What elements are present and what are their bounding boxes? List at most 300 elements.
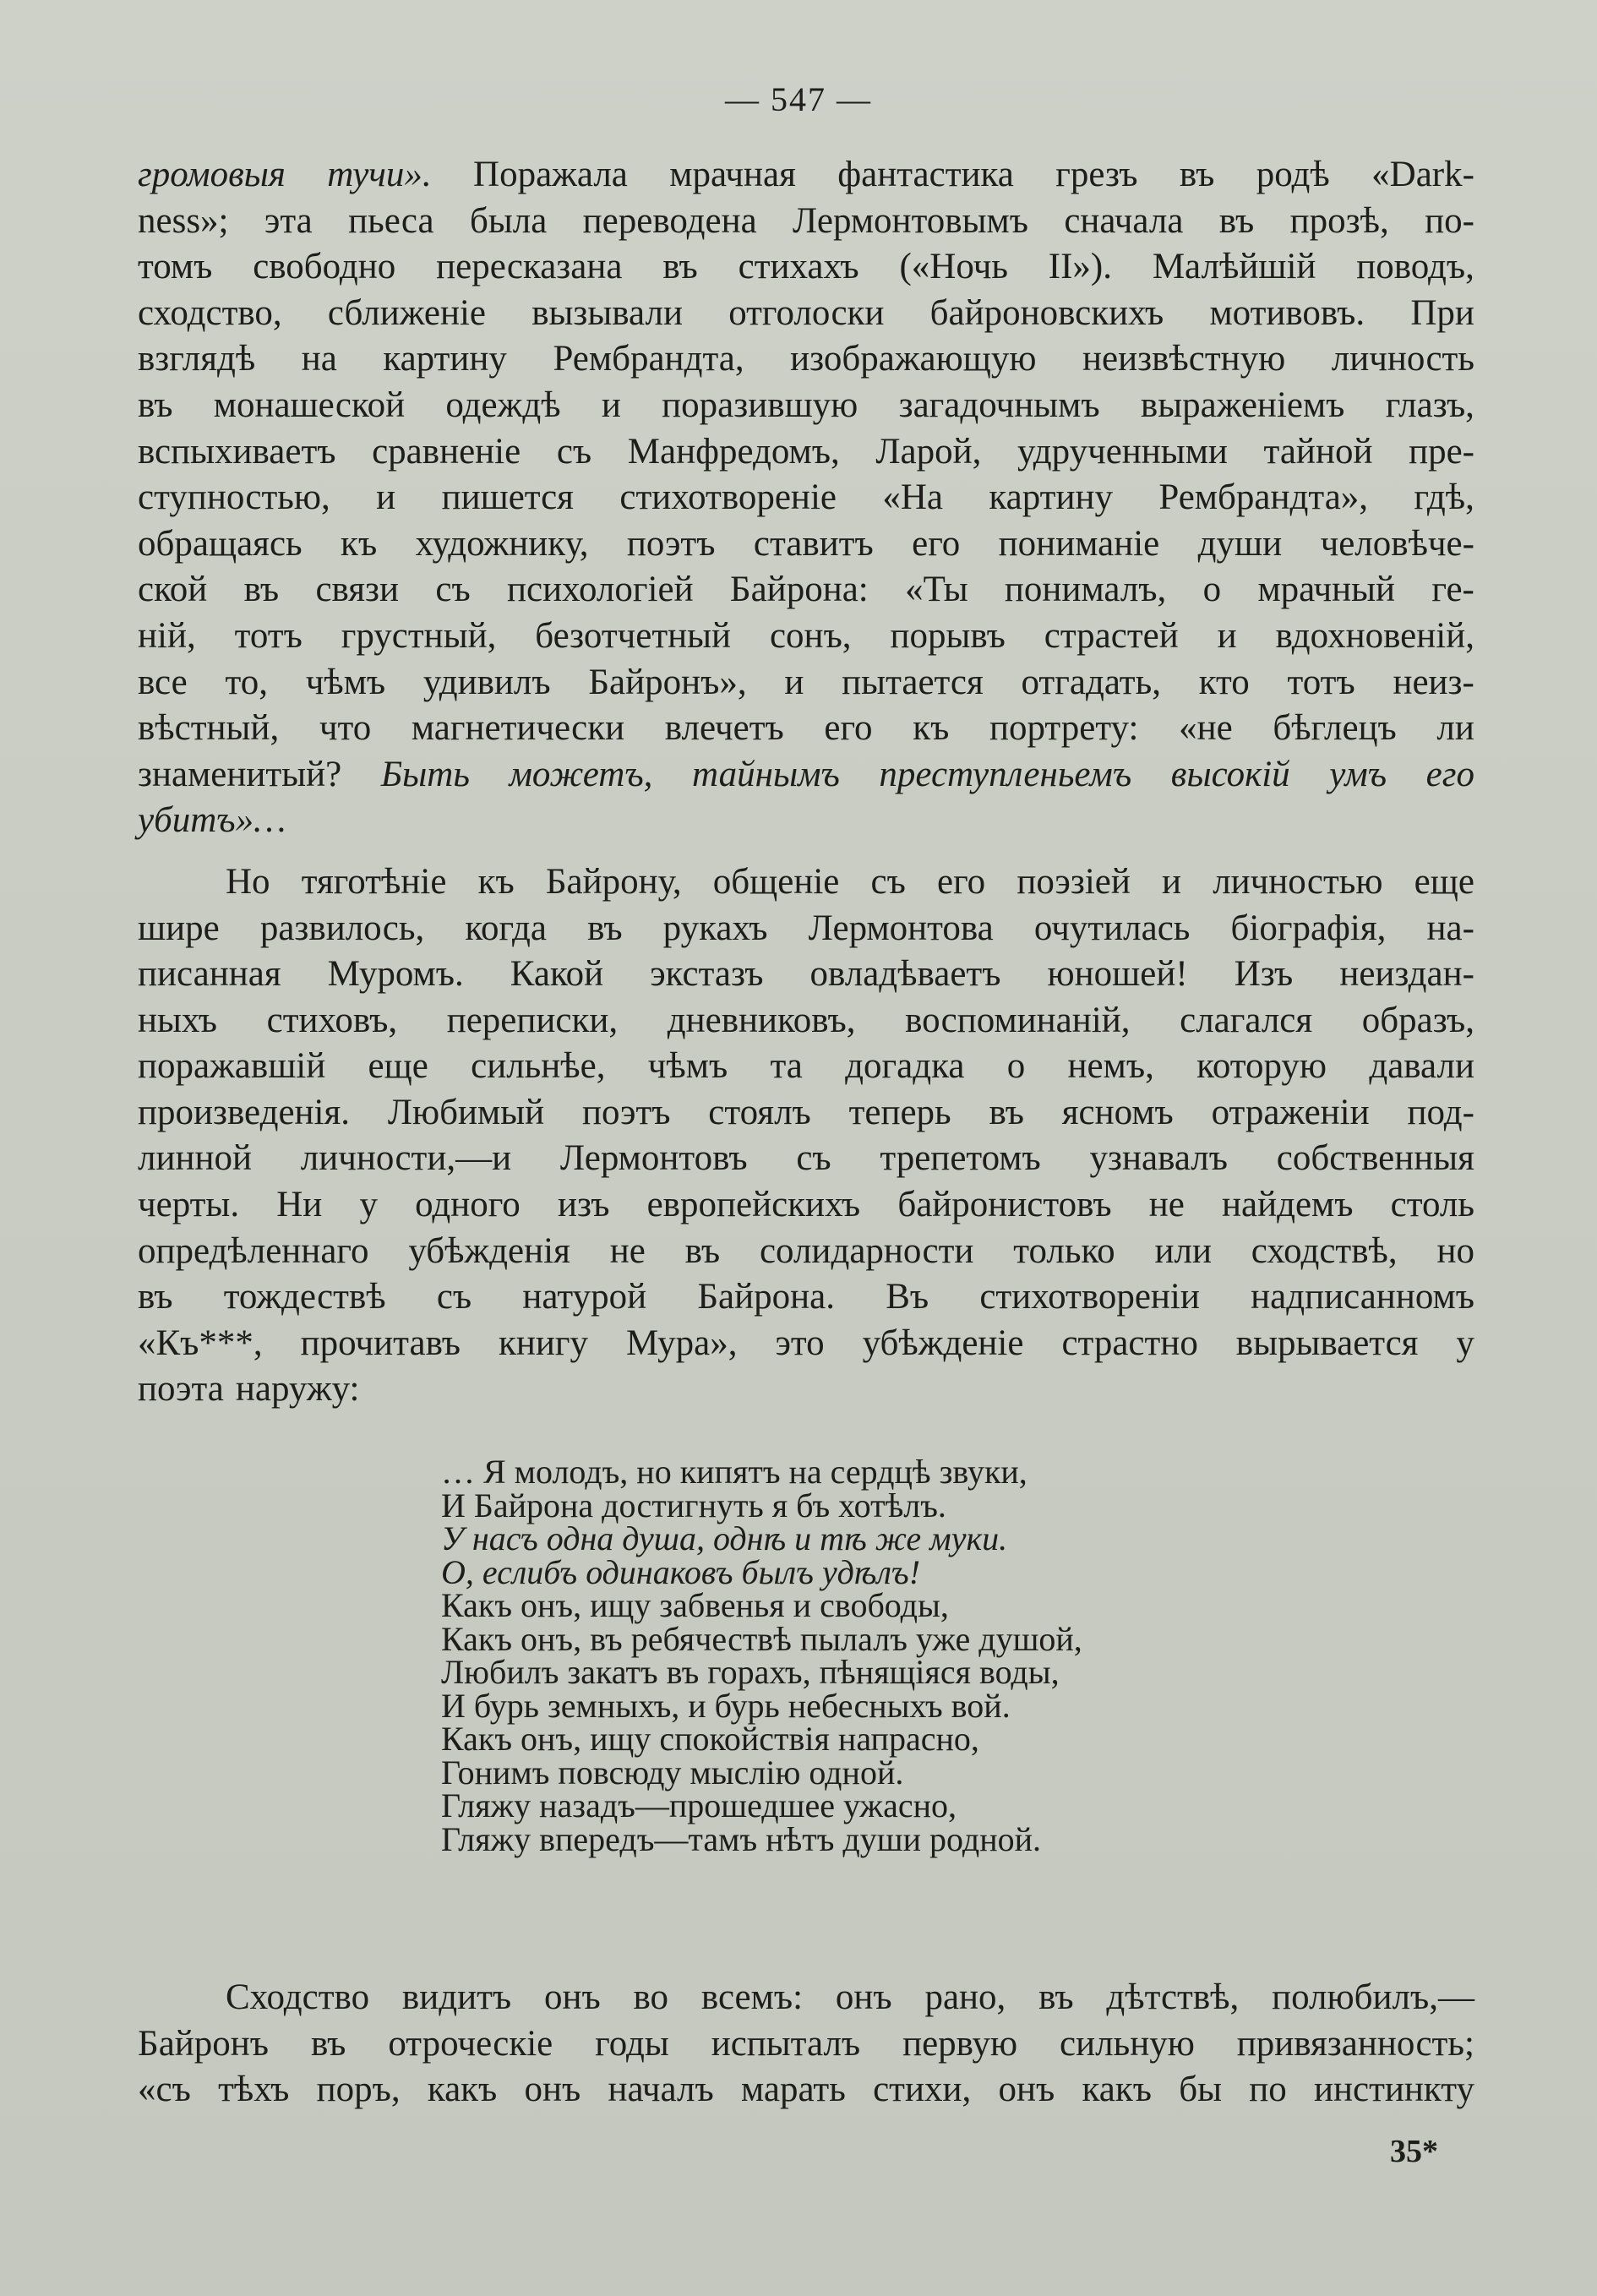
word: найдемъ [1221,1185,1354,1225]
word: «Ты [905,570,968,610]
word: грустный, [341,615,497,656]
word: у [359,1185,378,1225]
word: его [912,523,961,564]
text-line [138,383,1474,429]
word: вызывали [531,292,683,333]
word: ской [138,570,208,610]
word: «съ [138,2070,191,2110]
closing-paragraph [138,1975,1474,2113]
word: изображающую [790,339,1037,379]
verse-line: Гляжу назадъ—прошедшее ужасно, [441,1786,957,1824]
word: овладѣваетъ [809,954,1001,995]
word: надписанномъ [1251,1277,1474,1317]
text-line [138,706,1474,752]
word: одеждѣ [445,384,561,425]
word: ness»; [138,200,229,241]
main-paragraphs [138,152,1474,1413]
word: въ [310,2023,346,2064]
word: европейскихъ [646,1185,861,1225]
verse-line: Гонимъ повсюду мыслію одной. [441,1753,904,1792]
word: знаменитый? [138,754,342,794]
word: Любимый [387,1092,545,1132]
word: можетъ, [509,754,653,794]
word: у [1456,1323,1474,1363]
text-line [138,998,1474,1044]
word: пытается [842,662,984,702]
word: вѣстный, [138,708,280,749]
word: немъ, [1067,1046,1154,1087]
word: съ [556,431,592,472]
word: столь [1390,1185,1474,1225]
text-line [138,475,1474,521]
word: грезъ [1055,155,1138,194]
word: фантастика [837,155,1014,194]
word: родѣ [1256,155,1330,194]
text-line [138,1366,1474,1413]
word: въ [587,908,623,948]
word: съ [435,570,471,610]
text-line [138,336,1474,383]
word: тучи». [327,155,432,194]
word: стиховъ, [266,1000,398,1040]
word: Быть [380,754,470,794]
word: магнетически [411,708,625,749]
word: по [1249,2070,1287,2110]
printer-signature-mark: 35* [1390,2134,1438,2169]
text-line [138,614,1474,660]
word: Въ [886,1277,929,1317]
word: къ [341,523,378,564]
word: взглядѣ [138,339,256,379]
word: ныхъ [138,1000,217,1040]
text-line [138,429,1474,476]
word: тайнымъ [692,754,840,794]
word: личности,—и [300,1138,512,1179]
word: по- [1425,200,1474,241]
word: бы [1179,2070,1222,2110]
word: стихахъ [738,247,859,287]
word: убитъ»… [138,800,286,841]
word: въ [1218,200,1255,241]
word: отраженіи [1211,1092,1370,1132]
word: поэзіей [1017,861,1131,902]
word: эта [264,200,313,241]
word: мрачная [669,155,796,194]
word: очутилась [1033,908,1191,948]
word: портрету: [989,708,1139,749]
word: Сходство [226,1977,370,2017]
word: его [937,861,986,902]
word: видитъ [401,1977,512,2017]
text-line [138,752,1474,799]
word: которую [1196,1046,1327,1087]
word: стихотвореніи [979,1277,1200,1317]
word: марать [740,2070,846,2110]
word: съ [870,861,906,902]
word: собственныя [1276,1138,1474,1179]
word: свободно [253,247,396,287]
word: Лермонтовъ [559,1138,748,1179]
word: что [319,708,372,749]
word: Байрона. [697,1277,835,1317]
word: развилось, [259,908,425,948]
word: о [1202,570,1222,610]
word: съ [796,1138,831,1179]
word: произведенія. [138,1092,351,1132]
word: его [1425,754,1474,794]
word: отроческіе [388,2023,553,2064]
word: годы [595,2023,669,2064]
word: на [301,339,337,379]
word: тотъ [1287,662,1355,702]
word: байронистовъ [897,1185,1112,1225]
word: на- [1426,908,1474,948]
word: картину [989,477,1113,518]
word: стихотвореніе [619,477,837,518]
word: человѣче- [1320,523,1474,564]
text-line [138,521,1474,568]
word: пьеса [348,200,434,241]
word: тотъ [234,615,303,656]
word: мрачный [1257,570,1396,610]
word: сближеніе [327,292,487,333]
word: наружу: [235,1369,360,1410]
word: опредѣленнаго [138,1230,369,1271]
text-line [138,1274,1474,1321]
word: личностью [1213,861,1383,902]
word: понималъ, [1004,570,1167,610]
word: только [1013,1230,1115,1271]
word: была [469,200,548,241]
word: преступленьемъ [879,754,1132,794]
word: убѣжденіе [862,1323,1024,1363]
word: бѣглецъ [1273,708,1397,749]
word: Байронъ [138,2023,270,2064]
paragraph-break [138,844,1474,859]
word: писанная [138,954,281,995]
word: и [1162,861,1182,902]
word: онъ [835,1977,892,2017]
word: ли [1436,708,1474,749]
word: Муромъ. [327,954,464,995]
text-line [138,859,1474,906]
text-line [138,1182,1474,1229]
word: отгадать, [1021,662,1161,702]
word: въ [1179,155,1215,194]
word: глазъ, [1385,384,1474,425]
word: солидарности [759,1230,974,1271]
word: громовыя [138,155,286,194]
word: узнавалъ [1089,1138,1228,1179]
word: умъ [1329,754,1387,794]
word: поэтъ [626,523,716,564]
word: не [609,1230,646,1271]
word: пишется [441,477,574,518]
word: натурой [522,1277,647,1317]
word: личность [1331,339,1474,379]
word: къ [913,708,950,749]
word: или [1154,1230,1212,1271]
word: пониманіе [998,523,1160,564]
word: въ [1038,1977,1074,2017]
text-line [138,1136,1474,1182]
word: психологіей [507,570,694,610]
word: байроновскихъ [929,292,1164,333]
word: гдѣ, [1414,477,1474,518]
word: выраженіемъ [1140,384,1345,425]
word: Рембрандта», [1158,477,1369,518]
word: пересказана [436,247,623,287]
word: ній, [138,615,196,656]
word: съ [436,1277,472,1317]
word: вдохновеній, [1275,615,1474,656]
word: чѣмъ [647,1046,728,1087]
word: Лермонтова [808,908,994,948]
word: Поражала [473,155,628,194]
word: дневниковъ, [667,1000,856,1040]
verse-line: О, еслибъ одинаковъ былъ удѣлъ! [441,1552,921,1591]
word: Лермонтовымъ [793,200,1028,241]
word: («Ночь [899,247,1008,287]
word: неиздан- [1339,954,1474,995]
word: поражавшій [138,1046,326,1087]
word: пре- [1409,431,1474,472]
text-line [138,1044,1474,1090]
word: «Dark- [1371,155,1474,194]
word: какъ [1082,2070,1152,2110]
word: При [1410,292,1474,333]
word: Ларой, [875,431,982,472]
word: въ [138,384,173,425]
word: Малѣйшій [1152,247,1316,287]
text-line [138,1321,1474,1367]
word: стоялъ [708,1092,811,1132]
word: онъ [543,1977,601,2017]
word: та [770,1046,803,1087]
word: убѣжденія [408,1230,570,1271]
word: дѣтствѣ, [1106,1977,1240,2017]
text-line [138,906,1474,952]
word: Рембрандта, [553,339,744,379]
word: полюбилъ,— [1272,1977,1474,2017]
word: сильную [1060,2023,1195,2064]
word: сравненіе [372,431,521,472]
word: и [376,477,396,518]
word: влечетъ [664,708,784,749]
text-line [138,952,1474,998]
word: ге- [1431,570,1474,610]
verse-line: Гляжу впередъ—тамъ нѣтъ души родной. [441,1819,1041,1858]
word: все [138,662,188,702]
word: теперь [848,1092,951,1132]
verse-line: Какъ онъ, ищу забвенья и свободы, [441,1586,949,1624]
text-line [138,244,1474,291]
word: какъ [427,2070,498,2110]
word: кто [1198,662,1250,702]
word: одного [415,1185,521,1225]
text-line [138,2067,1474,2113]
word: порывъ [890,615,1006,656]
word: художнику, [415,523,589,564]
word: переписки, [446,1000,619,1040]
word: «не [1179,708,1233,749]
word: стихи, [873,2070,972,2110]
word: тайной [1263,431,1373,472]
word: еще [1414,861,1474,902]
word: онъ [998,2070,1055,2110]
word: высокій [1170,754,1290,794]
verse-line: Любилъ закатъ въ горахъ, пѣнящіяся воды, [441,1653,1060,1691]
word: сонъ, [769,615,852,656]
word: обращаясь [138,523,303,564]
text-line [138,798,1474,844]
word: о [1006,1046,1026,1087]
word: «На [882,477,944,518]
word: его [824,708,873,749]
verse-line: И бурь земныхъ, и бурь небесныхъ вой. [441,1686,1011,1725]
word: томъ [138,247,213,287]
text-line [138,1229,1474,1275]
word: Изъ [1234,954,1294,995]
word: черты. [138,1185,240,1225]
verse-line: Какъ онъ, ищу спокойствія напрасно, [441,1720,979,1758]
verse-line: … Я молодъ, но кипятъ на сердцѣ звуки, [441,1453,1027,1491]
word: монашеской [213,384,406,425]
word: поэтъ [581,1092,671,1132]
word: безотчетный [535,615,732,656]
word: Но [226,861,270,902]
word: ясномъ [1061,1092,1174,1132]
word: удивилъ [422,662,551,702]
word: къ [477,861,515,902]
word: книгу [498,1323,589,1363]
word: тождествѣ [223,1277,386,1317]
word: Манфредомъ, [627,431,840,472]
word: картину [383,339,507,379]
word: началъ [608,2070,714,2110]
word: привязанность; [1236,2023,1474,2064]
word: II»). [1048,247,1112,287]
text-line [138,152,1474,199]
word: догадка [845,1046,965,1087]
word: слагался [1180,1000,1313,1040]
word: когда [465,908,547,948]
word: прочитавъ [300,1323,461,1363]
word: неиз- [1393,662,1474,702]
word: неизвѣстную [1082,339,1286,379]
word: и [601,384,621,425]
word: въ [662,247,698,287]
word: удрученными [1017,431,1228,472]
word: ступностью, [138,477,330,518]
word: Ни [276,1185,323,1225]
word: инстинкту [1314,2070,1474,2110]
word: тяготѣніе [301,861,447,902]
word: но [1436,1230,1474,1271]
word: связи [315,570,400,610]
word: Какой [510,954,604,995]
word: переводена [582,200,757,241]
word: вырывается [1235,1323,1419,1363]
word: не [1148,1185,1185,1225]
verse-quotation [441,1455,1082,1856]
word: поэта [138,1369,224,1410]
word: изъ [557,1185,610,1225]
text-line [138,567,1474,614]
word: «Къ***, [138,1323,263,1363]
word: общеніе [712,861,840,902]
word: еще [368,1046,428,1087]
word: это [775,1323,825,1363]
word: тѣхъ [218,2070,290,2110]
word: то, [225,662,268,702]
word: мотивовъ. [1209,292,1365,333]
word: сходствѣ, [1251,1230,1398,1271]
text-line [138,1975,1474,2021]
word: и [784,662,804,702]
word: вспыхиваетъ [138,431,336,472]
word: сначала [1064,200,1184,241]
word: загадочнымъ [898,384,1100,425]
word: чѣмъ [305,662,386,702]
text-line [138,660,1474,706]
word: страстей [1044,615,1179,656]
word: образъ, [1361,1000,1474,1040]
word: всемъ: [700,1977,804,2017]
word: линной [138,1138,253,1179]
word: онъ [524,2070,581,2110]
word: Байрону, [545,861,682,902]
word: экстазъ [650,954,764,995]
word: Байронъ», [588,662,747,702]
word: сильнѣе, [471,1046,606,1087]
word: и [1217,615,1237,656]
word: первую [902,2023,1018,2064]
word: юношей! [1047,954,1188,995]
word: давали [1369,1046,1474,1087]
verse-line: У насъ одна душа, однѣ и тѣ же муки. [441,1519,1008,1557]
word: рукахъ [662,908,768,948]
word: поразившую [662,384,858,425]
word: страстно [1061,1323,1198,1363]
word: въ [243,570,280,610]
word: во [633,1977,669,2017]
word: воспоминаній, [905,1000,1131,1040]
page-number: — 547 — [725,80,872,118]
word: въ [989,1092,1024,1132]
word: въ [138,1277,173,1317]
word: ставитъ [753,523,874,564]
word: испыталъ [711,2023,861,2064]
text-line [138,2021,1474,2068]
word: прозѣ, [1289,200,1389,241]
text-line [138,1090,1474,1137]
word: под- [1407,1092,1474,1132]
verse-line: И Байрона достигнуть я бъ хотѣлъ. [441,1486,946,1524]
word: Байрона: [729,570,869,610]
word: шире [138,908,220,948]
word: отголоски [728,292,885,333]
verse-line: Какъ онъ, въ ребячествѣ пылалъ уже душой, [441,1619,1082,1658]
text-line [138,291,1474,337]
word: Мура», [626,1323,738,1363]
word: сходство, [138,292,282,333]
word: рано, [924,1977,1006,2017]
word: поводъ, [1356,247,1474,287]
word: біографія, [1230,908,1387,948]
word: въ [684,1230,721,1271]
word: трепетомъ [880,1138,1041,1179]
